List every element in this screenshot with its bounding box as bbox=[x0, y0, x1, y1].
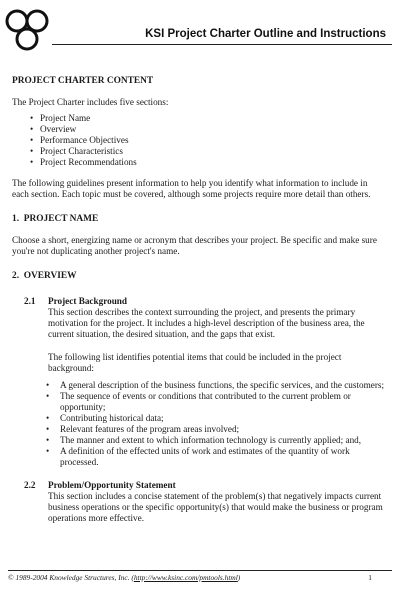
page-footer bbox=[8, 570, 392, 582]
section-number: 2. bbox=[12, 271, 20, 281]
list-item: • A definition of the effected units of work and estimates of the quantity of work processed. bbox=[46, 446, 386, 468]
section-title: PROJECT NAME bbox=[23, 214, 99, 224]
section-2-heading bbox=[12, 271, 386, 282]
list-item: • Contributing historical data; bbox=[46, 413, 386, 424]
sections-list bbox=[12, 113, 386, 168]
content-heading: PROJECT CHARTER CONTENT bbox=[12, 76, 154, 86]
section-1-text: Choose a short, energizing name or acronym that describes your project. Be specific and make sure you're not duplicating another project's name. bbox=[12, 235, 377, 256]
header-divider bbox=[52, 44, 392, 45]
footer-link[interactable]: http://www.ksinc.com/pmtools.html bbox=[133, 573, 238, 582]
copyright-prefix: © 1989-2004 Knowledge Structures, Inc. ( bbox=[8, 573, 134, 582]
copyright-suffix: ) bbox=[237, 573, 241, 582]
copyright-text bbox=[8, 573, 240, 582]
subsection-2-2 bbox=[24, 480, 386, 524]
list-item: • Relevant features of the program areas involved; bbox=[46, 424, 386, 435]
subsection-text: This section describes the context surrounding the project, and presents the primary motivation for the project. It includes a high-level description of the business area, the current situation, the desired situation, and the gaps that exist. bbox=[48, 307, 365, 339]
subsection-number: 2.2 bbox=[24, 480, 36, 490]
subsection-title: Problem/Opportunity Statement bbox=[48, 480, 176, 490]
background-items-list bbox=[12, 380, 386, 468]
section-1-heading bbox=[12, 214, 386, 225]
rings-logo-icon bbox=[4, 8, 54, 56]
page-number: 1 bbox=[368, 573, 372, 582]
list-item: • Project Characteristics bbox=[30, 146, 386, 157]
list-item: • Overview bbox=[30, 124, 386, 135]
subsection-number: 2.1 bbox=[24, 296, 36, 306]
content-intro: The Project Charter includes five sections: bbox=[12, 97, 169, 107]
subsection-heading bbox=[24, 296, 386, 307]
list-intro: The following list identifies potential items that could be included in the project background: bbox=[48, 352, 342, 373]
subsection-2-1 bbox=[24, 296, 386, 374]
list-item: • Project Recommendations bbox=[30, 157, 386, 168]
list-item: • The manner and extent to which information technology is currently applied; and, bbox=[46, 435, 386, 446]
list-item: • Performance Objectives bbox=[30, 135, 386, 146]
subsection-text: This section includes a concise statement of the problem(s) that negatively impacts current business operations or the specific opportunity(s) that would make the business or program operations more effective. bbox=[48, 491, 383, 523]
footer-row bbox=[8, 573, 392, 582]
guidelines-paragraph: The following guidelines present information to help you identify what information to include in each section. Each topic must be covered, although some projects require more detail than others. bbox=[12, 178, 371, 199]
list-item: • Project Name bbox=[30, 113, 386, 124]
document-title: KSI Project Charter Outline and Instructions bbox=[145, 28, 386, 40]
list-item: • The sequence of events or conditions that contributed to the current problem or opportunity; bbox=[46, 391, 386, 413]
subsection-heading bbox=[24, 480, 386, 491]
page-header bbox=[0, 0, 400, 60]
section-number: 1. bbox=[12, 214, 20, 224]
footer-divider bbox=[8, 570, 392, 571]
section-title: OVERVIEW bbox=[23, 271, 77, 281]
list-item: • A general description of the business functions, the specific services, and the customers; bbox=[46, 380, 386, 391]
document-body bbox=[12, 76, 386, 524]
subsection-title: Project Background bbox=[48, 296, 128, 306]
